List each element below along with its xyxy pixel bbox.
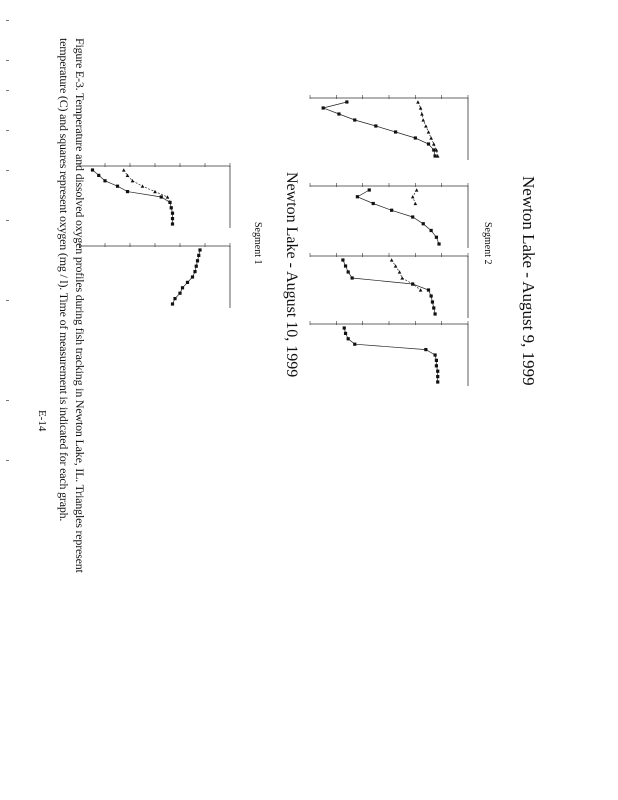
chart-1-oxygen-point: [372, 202, 375, 205]
chart-5-oxygen-point: [191, 275, 194, 278]
chart-5-oxygen-point: [186, 281, 189, 284]
chart-0-temperature-point: [432, 142, 436, 145]
chart-0-temperature-point: [420, 112, 424, 115]
chart-1-oxygen-point: [411, 215, 414, 218]
chart-0-oxygen-point: [414, 136, 417, 139]
chart-4-oxygen-point: [171, 217, 174, 220]
chart-2-temperature-point: [390, 258, 394, 261]
chart-0-temperature-point: [421, 118, 425, 121]
chart-1-oxygen-point: [368, 188, 371, 191]
chart-1-oxygen-point: [435, 236, 438, 239]
chart-3-oxygen-point: [433, 353, 436, 356]
chart-5-series-0-line: [173, 250, 201, 304]
chart-2-temperature-point: [398, 270, 402, 273]
chart-0-oxygen-point: [322, 106, 325, 109]
chart-3-oxygen-point: [347, 337, 350, 340]
chart-3-series-0-line: [344, 328, 438, 382]
chart-4-temperature-point: [153, 190, 157, 193]
chart-0-temperature-point: [416, 100, 420, 103]
figure-caption-line-1: Figure E-3. Temperature and dissolved oxygen profiles during fish tracking in Newton Lake, IL. Triangles represent: [73, 38, 87, 573]
chart-1-oxygen-point: [356, 195, 359, 198]
title-newton-lake-aug-9: Newton Lake - August 9, 1999: [519, 176, 538, 386]
chart-2-oxygen-point: [432, 306, 435, 309]
chart-0-series-0-line: [323, 102, 435, 156]
chart-5-oxygen-point: [181, 286, 184, 289]
chart-5-oxygen-point: [178, 292, 181, 295]
figure-caption-line-2: temperature (C) and squares represent oxygen (mg / l). Time of measurement is indicated for each graph.: [57, 38, 71, 522]
chart-1-temperature-point: [414, 202, 418, 205]
chart-5-oxygen-point: [193, 270, 196, 273]
chart-3-oxygen-point: [435, 359, 438, 362]
segment-2-label: Segment 2: [482, 222, 493, 265]
chart-4-oxygen-point: [126, 190, 129, 193]
segment-1-label: Segment 1: [252, 222, 263, 265]
chart-0-oxygen-point: [353, 118, 356, 121]
chart-5-oxygen-point: [171, 302, 174, 305]
chart-0-oxygen-point: [345, 100, 348, 103]
chart-2-oxygen-point: [341, 258, 344, 261]
chart-4-oxygen-point: [97, 174, 100, 177]
chart-0-temperature-point: [419, 106, 423, 109]
chart-1-oxygen-point: [430, 229, 433, 232]
chart-3-oxygen-point: [436, 380, 439, 383]
chart-2-series-0-line: [343, 260, 435, 314]
chart-5-oxygen-point: [195, 265, 198, 268]
chart-2-oxygen-point: [427, 288, 430, 291]
chart-4-temperature-point: [141, 184, 145, 187]
chart-0-oxygen-point: [427, 142, 430, 145]
chart-3-oxygen-point: [353, 343, 356, 346]
chart-2-oxygen-point: [433, 312, 436, 315]
title-newton-lake-aug-10: Newton Lake - August 10, 1999: [283, 172, 300, 378]
chart-4-oxygen-point: [116, 185, 119, 188]
chart-1-temperature-point: [411, 195, 415, 198]
chart-4-oxygen-point: [170, 206, 173, 209]
chart-0-oxygen-point: [374, 124, 377, 127]
page-number: E-14: [36, 410, 48, 432]
chart-4-oxygen-point: [91, 168, 94, 171]
chart-3-oxygen-point: [424, 348, 427, 351]
chart-0-oxygen-point: [337, 112, 340, 115]
chart-5-oxygen-point: [173, 297, 176, 300]
chart-2-oxygen-point: [430, 294, 433, 297]
chart-1-oxygen-point: [437, 242, 440, 245]
chart-5-oxygen-point: [198, 248, 201, 251]
chart-2-temperature-point: [419, 288, 423, 291]
chart-0-temperature-point: [427, 130, 431, 133]
chart-1-temperature-point: [415, 188, 419, 191]
chart-2-oxygen-point: [344, 264, 347, 267]
chart-0-temperature-point: [424, 124, 428, 127]
chart-5-oxygen-point: [196, 259, 199, 262]
chart-4-oxygen-point: [171, 222, 174, 225]
chart-3-oxygen-point: [344, 332, 347, 335]
chart-4-oxygen-point: [160, 195, 163, 198]
chart-2-oxygen-point: [431, 300, 434, 303]
chart-1-series-0-line: [357, 190, 439, 244]
chart-0-series-1-line: [418, 102, 438, 156]
chart-2-oxygen-point: [351, 276, 354, 279]
chart-4-temperature-point: [122, 168, 126, 171]
chart-5-oxygen-point: [197, 254, 200, 257]
chart-3-oxygen-point: [436, 375, 439, 378]
chart-3-oxygen-point: [343, 326, 346, 329]
chart-0-temperature-point: [429, 136, 433, 139]
chart-2-temperature-point: [400, 276, 404, 279]
chart-4-oxygen-point: [103, 179, 106, 182]
chart-3-oxygen-point: [435, 364, 438, 367]
chart-4-series-1-line: [124, 170, 170, 202]
chart-4-temperature-point: [166, 195, 170, 198]
chart-1-oxygen-point: [422, 222, 425, 225]
chart-1-oxygen-point: [390, 209, 393, 212]
chart-4-oxygen-point: [171, 212, 174, 215]
chart-2-oxygen-point: [347, 270, 350, 273]
chart-0-oxygen-point: [394, 130, 397, 133]
chart-3-oxygen-point: [436, 370, 439, 373]
